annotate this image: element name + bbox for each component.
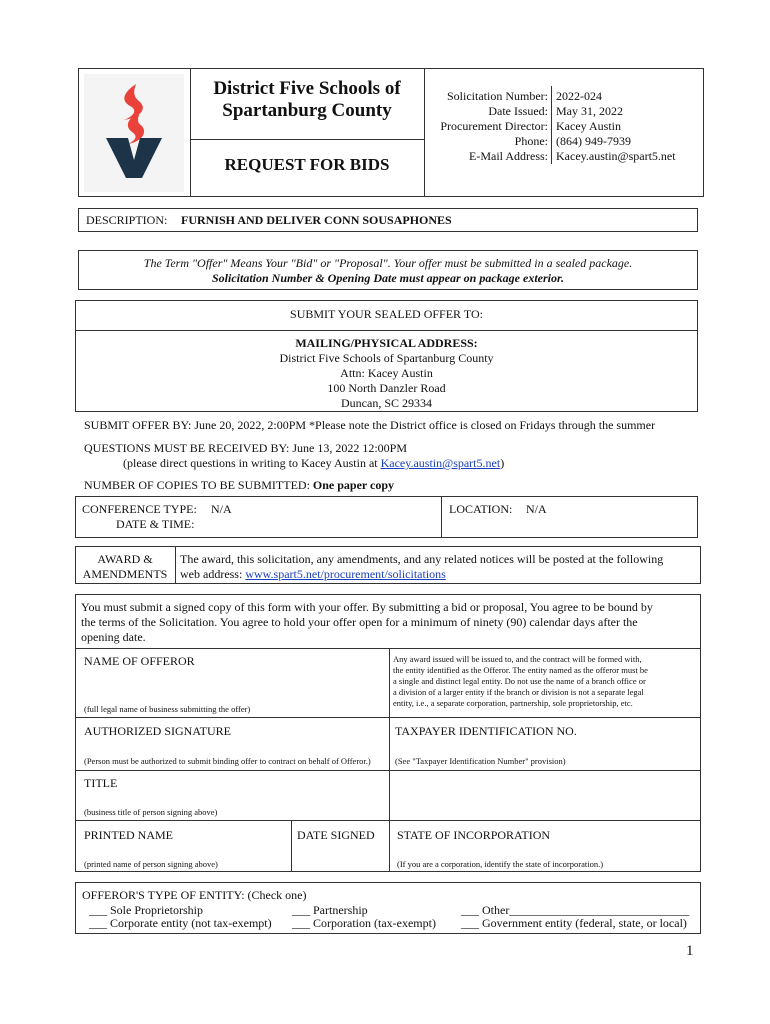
submit-header: SUBMIT YOUR SEALED OFFER TO: bbox=[290, 307, 483, 321]
notice-line1: The Term "Offer" Means Your "Bid" or "Proposal". Your offer must be submitted in a sealed package. bbox=[143, 256, 633, 270]
location-label: LOCATION: bbox=[449, 502, 513, 516]
agreement-line3: opening date. bbox=[81, 630, 146, 644]
divider bbox=[75, 770, 701, 771]
divider bbox=[424, 68, 425, 197]
taxpayer-id-note: (See "Taxpayer Identification Number" provision) bbox=[395, 756, 566, 766]
title-label: TITLE bbox=[84, 776, 118, 790]
award-text-line2 bbox=[180, 567, 446, 581]
taxpayer-id-label: TAXPAYER IDENTIFICATION NO. bbox=[395, 724, 577, 738]
field-label: Date Issued: bbox=[488, 104, 548, 118]
title-note: (business title of person signing above) bbox=[84, 807, 218, 817]
copies-label: NUMBER OF COPIES TO BE SUBMITTED: bbox=[84, 478, 310, 492]
field-label: Procurement Director: bbox=[440, 119, 548, 133]
authorized-signature-label: AUTHORIZED SIGNATURE bbox=[84, 724, 231, 738]
award-label-line2: AMENDMENTS bbox=[82, 567, 168, 581]
printed-name-note: (printed name of person signing above) bbox=[84, 859, 218, 869]
divider bbox=[75, 717, 701, 718]
entity-option-partnership[interactable]: ___ Partnership bbox=[292, 903, 368, 917]
award-note-line: entity, i.e., a separate corporation, partnership, sole proprietorship, etc. bbox=[393, 698, 633, 708]
date-signed-label: DATE SIGNED bbox=[297, 828, 375, 842]
divider bbox=[190, 139, 424, 140]
authorized-signature-field[interactable] bbox=[80, 740, 384, 754]
state-incorporation-note: (If you are a corporation, identify the state of incorporation.) bbox=[397, 859, 604, 869]
divider bbox=[291, 820, 292, 872]
entity-option-corporate[interactable]: ___ Corporate entity (not tax-exempt) bbox=[89, 916, 272, 930]
printed-name-label: PRINTED NAME bbox=[84, 828, 173, 842]
state-incorporation-field[interactable] bbox=[393, 844, 695, 856]
award-text-prefix: web address: bbox=[180, 567, 246, 581]
field-label: Phone: bbox=[514, 134, 548, 148]
page-number: 1 bbox=[686, 943, 694, 959]
notice-line2: Solicitation Number & Opening Date must appear on package exterior. bbox=[211, 271, 564, 285]
divider bbox=[75, 330, 698, 331]
award-note-line: a division of a larger entity if the branch or division is not a separate legal bbox=[393, 687, 644, 697]
state-incorporation-label: STATE OF INCORPORATION bbox=[397, 828, 551, 842]
entity-option-other[interactable]: ___ Other______________________________ bbox=[461, 903, 690, 917]
field-value: 2022-024 bbox=[556, 89, 602, 103]
questions-note-suffix: ) bbox=[500, 456, 505, 470]
description-label: DESCRIPTION: bbox=[86, 213, 168, 227]
conference-datetime-label: DATE & TIME: bbox=[116, 517, 195, 531]
address-title: MAILING/PHYSICAL ADDRESS: bbox=[295, 336, 478, 350]
entity-option-sole-proprietorship[interactable]: ___ Sole Proprietorship bbox=[89, 903, 203, 917]
copies-value: One paper copy bbox=[312, 478, 395, 492]
conference-type-label: CONFERENCE TYPE: bbox=[82, 502, 197, 516]
org-name-line1: District Five Schools of bbox=[213, 78, 401, 99]
doc-title: REQUEST FOR BIDS bbox=[224, 155, 390, 174]
agreement-line1: You must submit a signed copy of this form with your offer. By submitting a bid or proposal, You agree to be bound by bbox=[81, 600, 653, 614]
questions-email-link[interactable]: Kacey.austin@spart5.net bbox=[380, 456, 501, 470]
solicitations-link[interactable]: www.spart5.net/procurement/solicitations bbox=[245, 567, 446, 581]
address-line: 100 North Danzler Road bbox=[327, 381, 446, 395]
copies-line bbox=[84, 478, 394, 492]
field-value: Kacey Austin bbox=[556, 119, 621, 133]
offeror-name-label: NAME OF OFFEROR bbox=[84, 654, 195, 668]
conference-type-value: N/A bbox=[211, 502, 232, 516]
award-label-line1: AWARD & bbox=[97, 552, 153, 566]
description-value: FURNISH AND DELIVER CONN SOUSAPHONES bbox=[181, 213, 452, 227]
printed-name-field[interactable] bbox=[80, 844, 286, 856]
divider bbox=[441, 496, 442, 538]
entity-header: OFFEROR'S TYPE OF ENTITY: (Check one) bbox=[82, 888, 307, 902]
field-value: (864) 949-7939 bbox=[556, 134, 631, 148]
entity-option-corporation-tax-exempt[interactable]: ___ Corporation (tax-exempt) bbox=[292, 916, 436, 930]
org-name-line2: Spartanburg County bbox=[222, 100, 392, 121]
entity-option-government[interactable]: ___ Government entity (federal, state, or local) bbox=[461, 916, 687, 930]
divider bbox=[75, 648, 701, 649]
award-text-line1: The award, this solicitation, any amendments, and any related notices will be posted at the following bbox=[180, 552, 664, 566]
questions-deadline: QUESTIONS MUST BE RECEIVED BY: June 13, 2022 12:00PM bbox=[84, 441, 408, 455]
award-note-line: a single and distinct legal entity. Do not use the name of a branch office or bbox=[393, 676, 646, 686]
location-value: N/A bbox=[526, 502, 547, 516]
divider bbox=[175, 546, 176, 584]
title-field[interactable] bbox=[80, 792, 384, 804]
taxpayer-id-field[interactable] bbox=[393, 740, 695, 754]
divider bbox=[75, 820, 701, 821]
field-label: Solicitation Number: bbox=[447, 89, 548, 103]
submit-offer-by: SUBMIT OFFER BY: June 20, 2022, 2:00PM *Please note the District office is closed on Fridays through the summer bbox=[84, 418, 656, 432]
date-signed-field[interactable] bbox=[295, 844, 385, 868]
district-logo bbox=[84, 74, 184, 192]
questions-note bbox=[123, 456, 504, 470]
field-value: Kacey.austin@spart5.net bbox=[556, 149, 676, 163]
authorized-signature-note: (Person must be authorized to submit binding offer to contract on behalf of Offeror.) bbox=[84, 756, 371, 766]
divider bbox=[389, 648, 390, 872]
award-note-line: the entity identified as the Offeror. The entity named as the offeror must be bbox=[393, 665, 648, 675]
agreement-line2: the terms of the Solicitation. You agree to hold your offer open for a minimum of ninety (90) calendar days after the bbox=[81, 615, 638, 629]
address-line: Duncan, SC 29334 bbox=[341, 396, 432, 410]
divider bbox=[551, 86, 552, 164]
address-line: District Five Schools of Spartanburg County bbox=[279, 351, 494, 365]
address-line: Attn: Kacey Austin bbox=[340, 366, 433, 380]
field-value: May 31, 2022 bbox=[556, 104, 623, 118]
award-note-line: Any award issued will be issued to, and the contract will be formed with, bbox=[393, 654, 642, 664]
questions-note-prefix: (please direct questions in writing to Kacey Austin at bbox=[123, 456, 381, 470]
offeror-name-field[interactable] bbox=[80, 670, 384, 698]
offeror-name-note: (full legal name of business submitting the offer) bbox=[84, 704, 251, 714]
field-label: E-Mail Address: bbox=[469, 149, 548, 163]
